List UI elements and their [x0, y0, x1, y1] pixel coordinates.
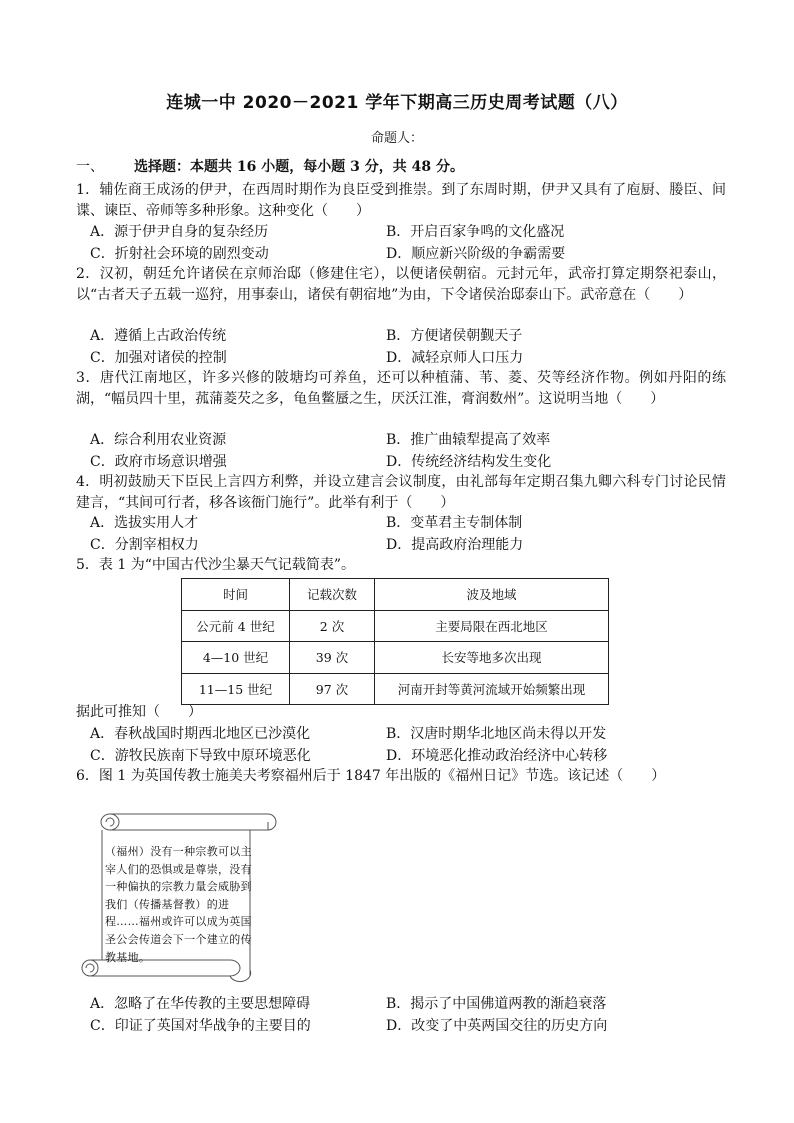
option-c: C．游牧民族南下导致中原环境恶化 — [90, 747, 311, 764]
table-cell: 公元前 4 世纪 — [182, 610, 290, 642]
question-6-stem: 6．图 1 为英国传教士施美夫考察福州后于 1847 年出版的《福州日记》节选。该记述（ ） — [76, 768, 666, 784]
option-b: B．推广曲辕犁提高了效率 — [386, 432, 551, 448]
option-a: A．源于伊尹自身的复杂经历 — [90, 224, 269, 240]
option-d: D．顺应新兴阶级的争霸需要 — [386, 245, 566, 262]
option-b: B．方便诸侯朝觐天子 — [386, 328, 523, 344]
option-c: C．政府市场意识增强 — [90, 453, 227, 470]
scroll-quote: （福州）没有一种宗教可以主宰人们的恐惧或是尊崇，没有一种偏执的宗教力量会威胁到我们（传播基督教）的进程……福州或许可以成为英国圣公会传道会下一个建立的传教基地。 — [105, 845, 252, 964]
table-header-cell: 波及地域 — [375, 579, 609, 611]
option-d: D．传统经济结构发生变化 — [386, 453, 552, 470]
question-4-stem: 4．明初鼓励天下臣民上言四方利弊，并设立建言会议制度，由礼部每年定期召集九卿六科专门讨论民情建言，“其间可行者，移各该衙门施行”。此举有利于（ ） — [76, 474, 726, 511]
question-2-stem: 2．汉初，朝廷允许诸侯在京师治邸（修建住宅），以便诸侯朝宿。元封元年，武帝打算定期祭祀泰山，以“古者天子五载一巡狩，用事泰山，诸侯有朝宿地”为由，下令诸侯治邸泰山下。武帝意在（ ） — [76, 266, 726, 303]
question-6-options — [90, 994, 730, 1037]
table-cell: 39 次 — [290, 642, 375, 674]
section-heading — [76, 156, 464, 176]
option-b: B．变革君主专制体制 — [386, 515, 523, 531]
section-title: 选择题：本题共 16 小题，每小题 3 分，共 48 分。 — [134, 159, 464, 175]
option-a: A．选拔实用人才 — [90, 515, 199, 531]
table-cell: 2 次 — [290, 610, 375, 642]
question-3-stem: 3．唐代江南地区，许多兴修的陂塘均可养鱼，还可以种植蒲、苇、菱、芡等经济作物。例如丹阳的练湖，“幅员四十里，菰蒲菱芡之多，龟鱼鳖蜃之生，厌沃江淮，膏润数州”。这说明当地（ ） — [76, 370, 726, 407]
option-c: C．印证了英国对华战争的主要目的 — [90, 1017, 311, 1034]
table-header-row — [182, 579, 609, 611]
option-a: A．综合利用农业资源 — [90, 432, 227, 448]
question-5-stem: 5．表 1 为“中国古代沙尘暴天气记载简表”。 — [76, 557, 356, 573]
option-a: A．遵循上古政治传统 — [90, 328, 227, 344]
option-c: C．折射社会环境的剧烈变动 — [90, 245, 269, 262]
table-cell: 主要局限在西北地区 — [375, 610, 609, 642]
table-cell: 11—15 世纪 — [182, 673, 290, 705]
table-row — [182, 642, 609, 674]
question-4-options — [90, 513, 730, 556]
option-d: D．环境恶化推动政治经济中心转移 — [386, 747, 608, 764]
table-cell: 4—10 世纪 — [182, 642, 290, 674]
table-row — [182, 673, 609, 705]
table-row — [182, 610, 609, 642]
question-2-options — [90, 326, 730, 369]
option-c: C．加强对诸侯的控制 — [90, 349, 227, 366]
table-cell: 河南开封等黄河流域开始频繁出现 — [375, 673, 609, 705]
sandstorm-table — [181, 578, 609, 705]
author-line: 命题人： — [370, 131, 423, 146]
option-d: D．改变了中英两国交往的历史方向 — [386, 1017, 608, 1034]
option-a: A．忽略了在华传教的主要思想障碍 — [90, 996, 311, 1012]
table-cell: 97 次 — [290, 673, 375, 705]
question-5-options — [90, 724, 730, 767]
question-1-stem: 1．辅佐商王成汤的伊尹，在西周时期作为良臣受到推崇。到了东周时期，伊尹又具有了庖厨、媵臣、间谍、谏臣、帝师等多种形象。这种变化（ ） — [76, 182, 726, 219]
option-a: A．春秋战国时期西北地区已沙漠化 — [90, 726, 311, 742]
question-5-prompt: 据此可推知（ ） — [76, 704, 202, 720]
option-b: B．开启百家争鸣的文化盛况 — [386, 224, 565, 240]
section-number: 一、 — [76, 159, 104, 175]
table-cell: 长安等地多次出现 — [375, 642, 609, 674]
option-d: D．提高政府治理能力 — [386, 536, 524, 553]
option-d: D．减轻京师人口压力 — [386, 349, 524, 366]
table-header-cell: 记载次数 — [290, 579, 375, 611]
option-b: B．揭示了中国佛道两教的渐趋衰落 — [386, 996, 607, 1012]
question-1-options — [90, 222, 730, 265]
exam-title: 连城一中 2020－2021 学年下期高三历史周考试题（八） — [166, 93, 628, 113]
table-header-cell: 时间 — [182, 579, 290, 611]
option-b: B．汉唐时期华北地区尚未得以开发 — [386, 726, 607, 742]
question-3-options — [90, 430, 730, 473]
option-c: C．分割宰相权力 — [90, 536, 199, 553]
